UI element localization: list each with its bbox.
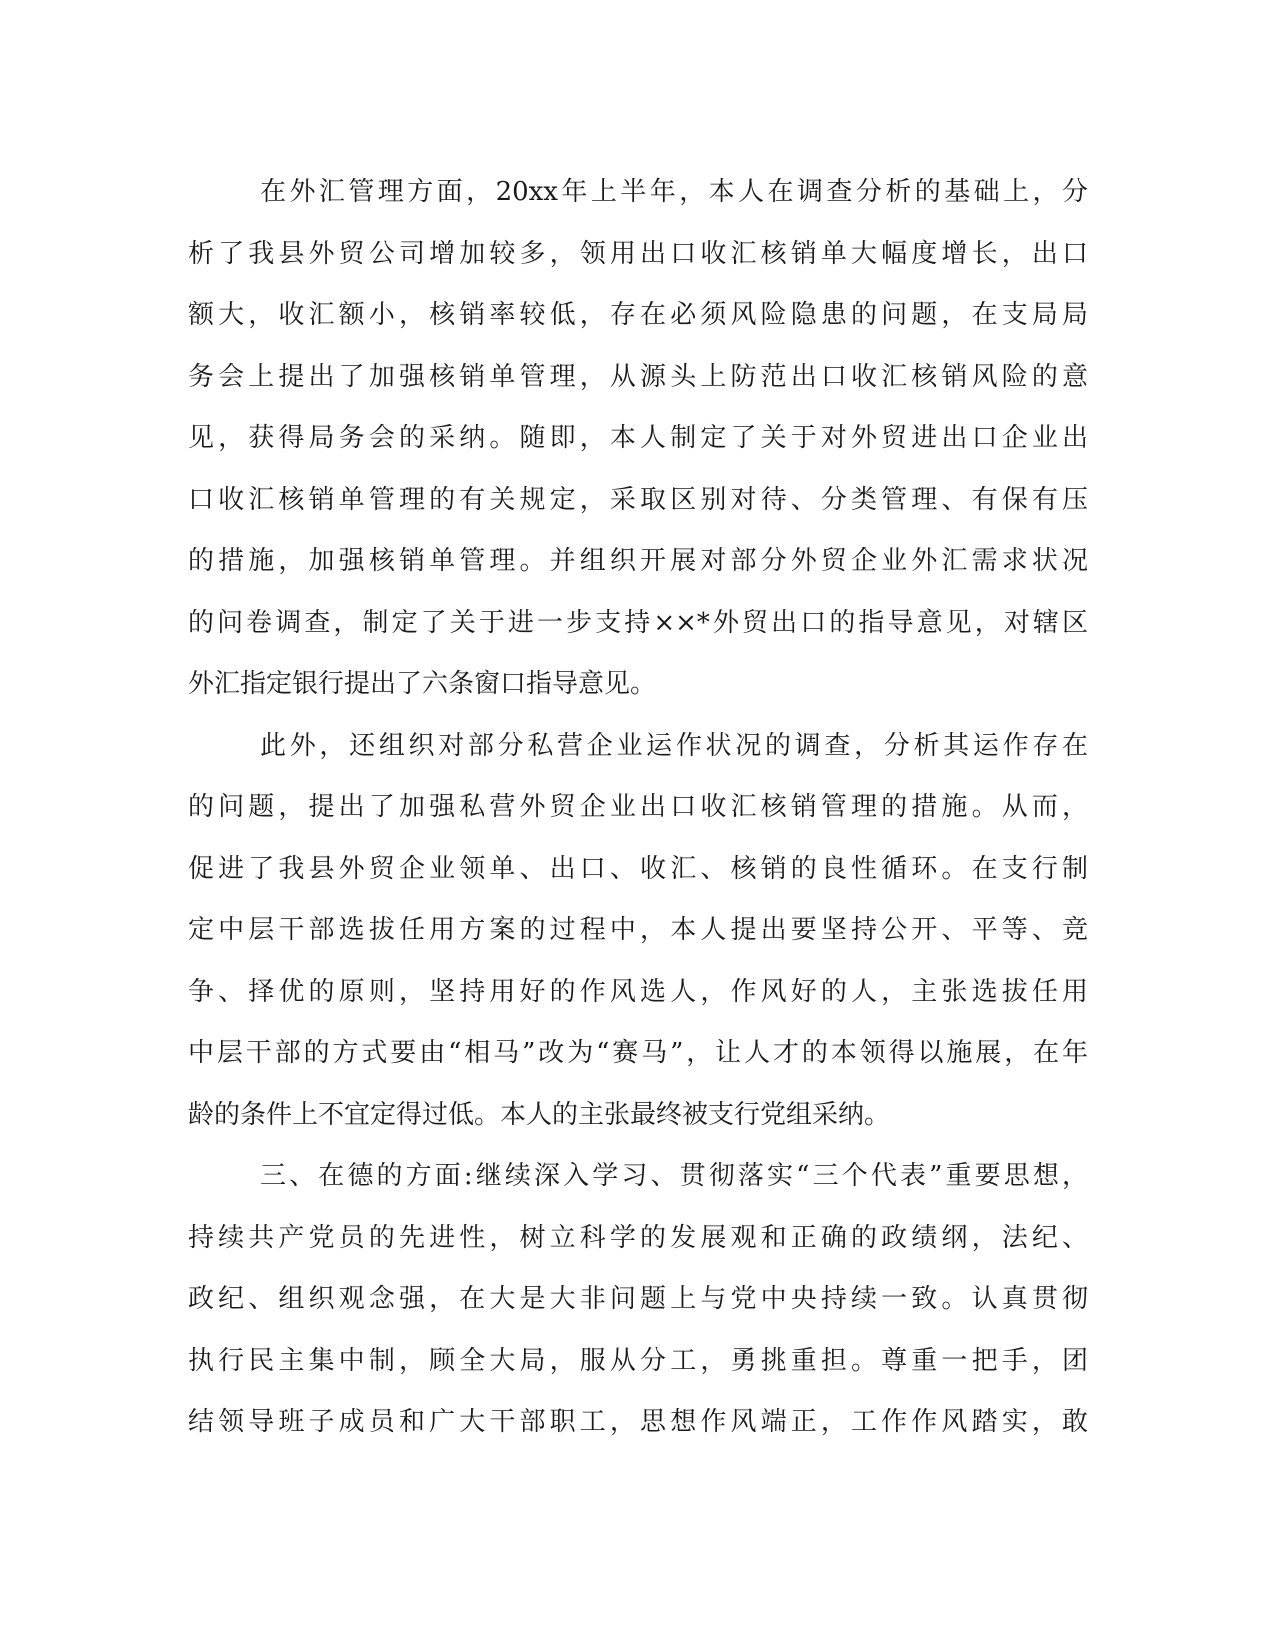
text-line: 龄的条件上不宜定得过低。本人的主张最终被支行党组采纳。 xyxy=(188,1099,891,1130)
text-line: 务会上提出了加强核销单管理，从源头上防范出口收汇核销风险的意 xyxy=(188,361,1088,392)
document-body xyxy=(188,162,1088,1454)
text-line: 在外汇管理方面，20xx年上半年，本人在调查分析的基础上，分 xyxy=(260,177,1088,207)
text-line: 的问卷调查，制定了关于进一步支持××*外贸出口的指导意见，对辖区 xyxy=(188,607,1088,638)
text-line: 定中层干部选拔任用方案的过程中，本人提出要坚持公开、平等、竞 xyxy=(188,915,1088,945)
text-line: 此外，还组织对部分私营企业运作状况的调查，分析其运作存在 xyxy=(260,730,1088,761)
paragraph-morality xyxy=(188,1146,1088,1454)
text-line: 结领导班子成员和广大干部职工，思想作风端正，工作作风踏实，敢 xyxy=(188,1407,1088,1437)
text-line: 额大，收汇额小，核销率较低，存在必须风险隐患的问题，在支局局 xyxy=(188,300,1088,330)
text-line: 的问题，提出了加强私营外贸企业出口收汇核销管理的措施。从而， xyxy=(188,792,1088,822)
text-line: 持续共产党员的先进性，树立科学的发展观和正确的政绩纲，法纪、 xyxy=(188,1222,1088,1253)
paragraph-private-enterprise xyxy=(188,716,1088,1147)
text-line: 促进了我县外贸企业领单、出口、收汇、核销的良性循环。在支行制 xyxy=(188,853,1088,884)
text-line: 政纪、组织观念强，在大是大非问题上与党中央持续一致。认真贯彻 xyxy=(188,1284,1088,1314)
text-line: 见，获得局务会的采纳。随即，本人制定了关于对外贸进出口企业出 xyxy=(188,423,1088,453)
text-line: 执行民主集中制，顾全大局，服从分工，勇挑重担。尊重一把手，团 xyxy=(188,1345,1088,1376)
text-line: 三、在德的方面:继续深入学习、贯彻落实“三个代表”重要思想， xyxy=(260,1161,1088,1191)
paragraph-foreign-exchange xyxy=(188,162,1088,716)
text-line: 争、择优的原则，坚持用好的作风选人，作风好的人，主张选拔任用 xyxy=(188,976,1088,1007)
text-line: 析了我县外贸公司增加较多，领用出口收汇核销单大幅度增长，出口 xyxy=(188,238,1088,269)
text-line: 的措施，加强核销单管理。并组织开展对部分外贸企业外汇需求状况 xyxy=(188,546,1088,576)
text-line: 外汇指定银行提出了六条窗口指导意见。 xyxy=(188,669,657,699)
text-line: 口收汇核销单管理的有关规定，采取区别对待、分类管理、有保有压 xyxy=(188,484,1088,515)
text-line: 中层干部的方式要由“相马”改为“赛马”，让人才的本领得以施展，在年 xyxy=(188,1038,1088,1068)
